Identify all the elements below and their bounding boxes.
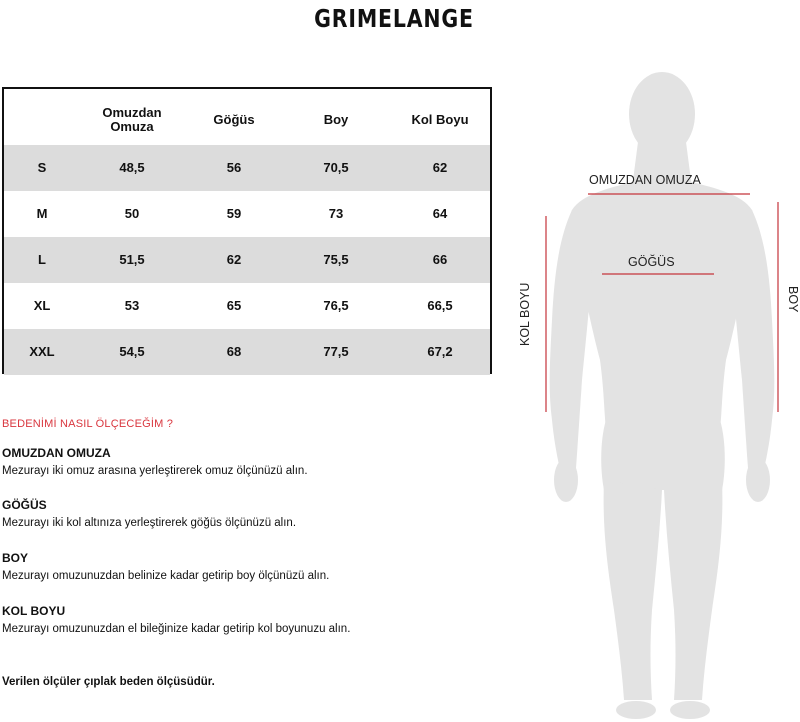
length-cell: 73 — [328, 206, 344, 221]
size-cell: M — [36, 206, 48, 221]
header-shoulder-line2: Omuza — [110, 119, 154, 134]
brand-logo: GRIMELANGE — [314, 4, 474, 33]
instruction-heading: KOL BOYU — [2, 604, 66, 618]
table-row — [4, 145, 490, 191]
size-cell: S — [37, 160, 47, 175]
instruction-text: Mezurayı omuzunuzdan belinize kadar getirip boy ölçünüzü alın. — [2, 570, 330, 582]
table-header-row — [4, 97, 490, 143]
header-sleeve: Kol Boyu — [411, 112, 469, 127]
chest-cell: 56 — [226, 160, 242, 175]
chest-cell: 62 — [226, 252, 242, 267]
shoulder-cell: 51,5 — [119, 252, 145, 267]
how-to-measure-title: BEDENİMİ NASIL ÖLÇECEĞİM ? — [2, 418, 174, 430]
shoulder-cell: 53 — [124, 298, 140, 313]
length-cell: 77,5 — [323, 344, 349, 359]
instruction-text: Mezurayı iki kol altınıza yerleştirerek göğüs ölçünüzü alın. — [2, 517, 297, 529]
header-shoulder — [80, 97, 184, 143]
chest-cell: 65 — [226, 298, 242, 313]
table-row — [4, 191, 490, 237]
size-cell: XL — [33, 298, 51, 313]
instruction-heading: OMUZDAN OMUZA — [2, 446, 111, 460]
chest-cell: 59 — [226, 206, 242, 221]
header-length: Boy — [323, 112, 349, 127]
chest-cell: 68 — [226, 344, 242, 359]
measurement-note: Verilen ölçüler çıplak beden ölçüsüdür. — [2, 676, 215, 688]
shoulder-cell: 54,5 — [119, 344, 145, 359]
size-table — [2, 87, 492, 374]
length-cell: 76,5 — [323, 298, 349, 313]
chest-label: GÖĞÜS — [628, 255, 675, 269]
shoulder-label: OMUZDAN OMUZA — [589, 173, 701, 187]
sleeve-cell: 62 — [432, 160, 448, 175]
length-cell: 75,5 — [323, 252, 349, 267]
body-measurement-figure — [500, 70, 800, 722]
sleeve-cell: 66 — [432, 252, 448, 267]
table-row — [4, 283, 490, 329]
height-label: BOY — [786, 286, 800, 313]
header-size — [4, 97, 80, 143]
table-row — [4, 237, 490, 283]
size-cell: L — [38, 252, 46, 267]
sleeve-cell: 67,2 — [427, 344, 453, 359]
body-silhouette — [500, 70, 800, 722]
sleeve-label: KOL BOYU — [518, 282, 532, 346]
sleeve-cell: 64 — [432, 206, 448, 221]
header-chest: Göğüs — [213, 112, 255, 127]
length-cell: 70,5 — [323, 160, 349, 175]
table-row — [4, 329, 490, 375]
shoulder-cell: 48,5 — [119, 160, 145, 175]
instruction-heading: GÖĞÜS — [2, 498, 47, 512]
sleeve-cell: 66,5 — [427, 298, 453, 313]
shoulder-cell: 50 — [124, 206, 140, 221]
instruction-heading: BOY — [2, 551, 29, 565]
size-cell: XXL — [29, 344, 55, 359]
instruction-text: Mezurayı omuzunuzdan el bileğinize kadar getirip kol boyunuzu alın. — [2, 623, 351, 635]
instruction-text: Mezurayı iki omuz arasına yerleştirerek omuz ölçünüzü alın. — [2, 465, 308, 477]
header-shoulder-line1: Omuzdan — [102, 105, 162, 120]
